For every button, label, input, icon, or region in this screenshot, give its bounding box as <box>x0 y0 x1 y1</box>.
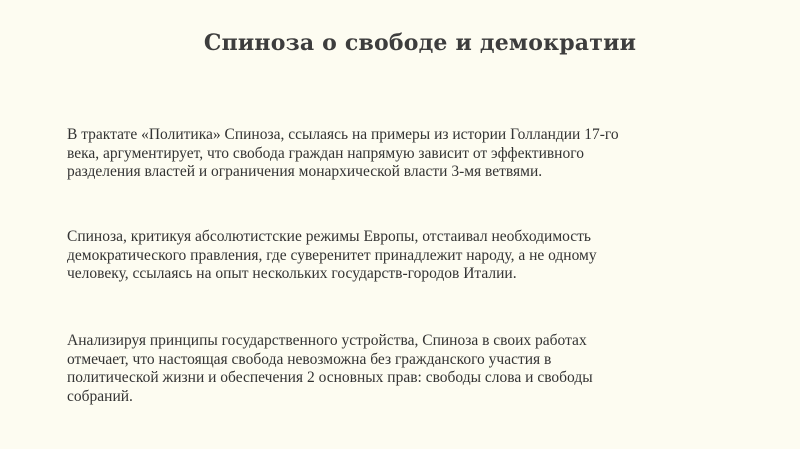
paragraph-civic-participation: Анализируя принципы государственного устройства, Спиноза в своих работах отмечает, что настоящая свобода невозможна без гражданского участия в политической жизни и обеспечения 2 основных прав: свободы слова и свободы собраний. <box>67 332 593 405</box>
paragraph-politics-treatise: В трактате «Политика» Спиноза, ссылаясь на примеры из истории Голландии 17-го века, аргументирует, что свобода граждан напрямую зависит от эффективного разделения властей и ограничения монархической власти 3-мя ветвями. <box>67 126 619 180</box>
paragraph-democratic-rule: Спиноза, критикуя абсолютистские режимы Европы, отстаивал необходимость демократического правления, где суверенитет принадлежит народу, а не одному человеку, ссылаясь на опыт нескольких государств-городов Италии. <box>67 228 597 282</box>
slide-title: Спиноза о свободе и демократии <box>203 30 637 56</box>
